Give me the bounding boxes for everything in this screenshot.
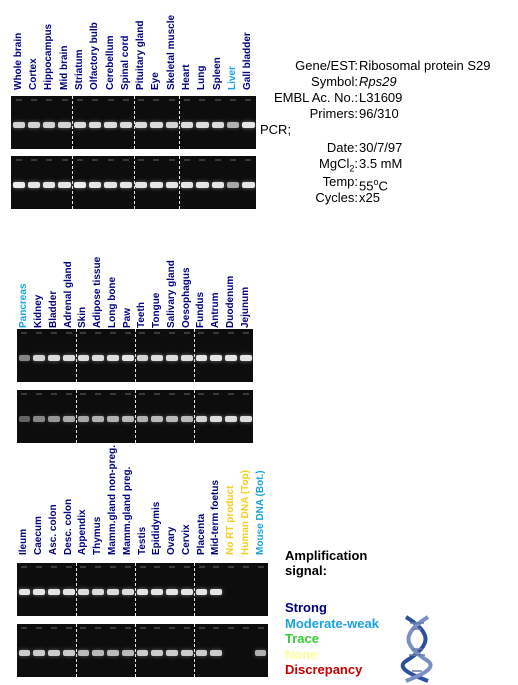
panel-3: [17, 445, 268, 675]
gel-well: [243, 627, 249, 629]
gel-well: [51, 627, 57, 629]
lane-label: Teeth: [136, 302, 148, 328]
lane-label: Thymus: [92, 516, 104, 555]
gel-band: [48, 650, 60, 656]
gene-info: [258, 58, 518, 208]
lane-divider: [135, 563, 136, 616]
lane-label: Cortex: [27, 58, 39, 90]
gel-band: [33, 355, 45, 361]
gel-well: [169, 566, 175, 568]
gel-well: [92, 159, 98, 161]
gel-band: [63, 355, 75, 361]
gene-key: Gene/EST:: [295, 58, 358, 73]
gel-band: [28, 122, 40, 128]
gel-well: [199, 566, 205, 568]
lane-label: Cerebellum: [104, 35, 116, 90]
amplification-legend: [285, 548, 379, 677]
lane-label: Skeletal muscle: [165, 14, 177, 90]
gel-well: [46, 159, 52, 161]
gel-band: [122, 589, 134, 595]
gel-well: [125, 393, 131, 395]
gel-well: [243, 393, 249, 395]
lane-label: Mamm.gland non-preg.: [106, 445, 118, 555]
gel-band: [196, 589, 208, 595]
gel-well: [51, 566, 57, 568]
lane-label: Spleen: [211, 57, 223, 90]
gel-well: [258, 566, 264, 568]
gel-well: [110, 332, 116, 334]
gel-band: [137, 416, 149, 422]
gel-well: [228, 566, 234, 568]
lane-label: Olfactory bulb: [89, 22, 101, 90]
gel-band: [78, 589, 90, 595]
gel-band: [33, 589, 45, 595]
gel-band: [196, 416, 208, 422]
pcr-label: PCR;: [260, 122, 292, 137]
gel-band: [120, 182, 132, 188]
gene-value: Ribosomal protein S29: [359, 58, 491, 73]
mgcl-value: 3.5 mM: [359, 156, 403, 171]
gel-well: [169, 159, 175, 161]
legend-item: Trace: [285, 631, 319, 646]
gel-band: [107, 589, 119, 595]
gel-well: [138, 99, 144, 101]
gel-band: [181, 355, 193, 361]
lane-divider: [135, 390, 136, 443]
lane-label: Appendix: [77, 509, 89, 555]
gel-band: [150, 122, 162, 128]
gel-well: [31, 159, 37, 161]
gel-well: [139, 332, 145, 334]
lane-label: Eye: [150, 72, 162, 90]
date-value: 30/7/97: [359, 140, 403, 155]
gel-well: [46, 99, 52, 101]
gel-band: [122, 650, 134, 656]
gel-band: [225, 355, 237, 361]
gel-well: [95, 627, 101, 629]
gel-well: [95, 393, 101, 395]
gel-band: [210, 416, 222, 422]
gel-well: [184, 566, 190, 568]
gel-well: [198, 332, 204, 334]
gel-well: [110, 393, 116, 395]
embl-key: EMBL Ac. No.:: [273, 90, 358, 105]
gel-band: [78, 650, 90, 656]
lane-label: Bladder: [47, 290, 59, 328]
gel-well: [140, 627, 146, 629]
lane-label: Epididymis: [151, 501, 163, 555]
legend-item: Discrepancy: [285, 662, 363, 677]
gel-well: [21, 332, 27, 334]
gel-band: [255, 650, 267, 656]
gel-well: [95, 566, 101, 568]
lane-label: Striatum: [73, 49, 85, 90]
gel-well: [169, 627, 175, 629]
mgcl-key: MgCl$_2$:: [319, 156, 358, 174]
gel-band: [43, 182, 55, 188]
gel-band: [212, 182, 224, 188]
gel-band: [78, 416, 90, 422]
gel-well: [123, 159, 129, 161]
lane-label: Caecum: [33, 516, 45, 555]
gel-band: [58, 122, 70, 128]
legend-item: Moderate-weak: [285, 615, 379, 631]
gel-well: [169, 332, 175, 334]
gel-band: [166, 416, 178, 422]
gel-band: [28, 182, 40, 188]
gel-well: [169, 99, 175, 101]
gel-well: [51, 332, 57, 334]
lane-label: Human DNA (Top): [239, 470, 251, 555]
gel-band: [137, 650, 149, 656]
gel-band: [212, 122, 224, 128]
lane-label: Hippocampus: [43, 23, 55, 90]
gel-well: [198, 393, 204, 395]
gel-band: [107, 650, 119, 656]
lane-label: Long bone: [106, 276, 118, 328]
gel-band: [48, 355, 60, 361]
gel-well: [80, 566, 86, 568]
gel-well: [184, 332, 190, 334]
gel-well: [77, 159, 83, 161]
lane-label: Liver: [227, 66, 239, 90]
gel-band: [227, 122, 239, 128]
gel-band: [166, 589, 178, 595]
gel-band: [92, 589, 104, 595]
gel-well: [138, 159, 144, 161]
lane-labels: [17, 250, 253, 328]
gel-band: [242, 122, 254, 128]
lane-label: Mamm.gland preg.: [121, 466, 133, 555]
gel-well: [213, 627, 219, 629]
gel-well: [62, 99, 68, 101]
gel-well: [258, 627, 264, 629]
legend-item: None: [285, 646, 318, 662]
panel-2: [17, 250, 253, 445]
gel-band: [92, 355, 104, 361]
gel-image-top: [11, 96, 256, 149]
lane-label: Fundus: [195, 291, 207, 328]
lane-divider: [72, 156, 73, 209]
lane-labels: [11, 0, 256, 90]
gel-well: [243, 332, 249, 334]
legend-items: [285, 600, 415, 680]
gel-well: [80, 332, 86, 334]
lane-label: Pancreas: [18, 283, 30, 328]
gel-band: [137, 355, 149, 361]
gel-image-bottom: [17, 390, 253, 443]
lane-divider: [194, 624, 195, 677]
gel-band: [58, 182, 70, 188]
gel-well: [31, 99, 37, 101]
lane-divider: [134, 156, 135, 209]
lane-label: Kidney: [33, 294, 45, 328]
primers-value: 96/310: [359, 106, 399, 121]
gel-band: [151, 650, 163, 656]
legend-title-line1: Amplification: [285, 548, 368, 563]
lane-label: Placenta: [195, 513, 207, 555]
gel-well: [153, 99, 159, 101]
gel-band: [63, 650, 75, 656]
gel-band: [210, 650, 222, 656]
gel-band: [19, 355, 31, 361]
gel-well: [228, 332, 234, 334]
gel-image-top: [17, 563, 268, 616]
lane-label: Lung: [196, 65, 208, 90]
gel-well: [245, 159, 251, 161]
gel-well: [184, 627, 190, 629]
gel-band: [137, 589, 149, 595]
gel-well: [108, 99, 114, 101]
lane-label: Mid-term foetus: [210, 480, 222, 555]
gel-well: [80, 393, 86, 395]
gel-band: [120, 122, 132, 128]
gel-band: [74, 182, 86, 188]
gel-well: [62, 159, 68, 161]
lane-divider: [76, 563, 77, 616]
panel-1: [11, 0, 256, 212]
lane-label: Ovary: [166, 526, 178, 555]
lane-label: Adrenal gland: [62, 261, 74, 328]
lane-label: Skin: [77, 306, 89, 328]
gel-band: [240, 355, 252, 361]
lane-divider: [76, 624, 77, 677]
gel-band: [63, 416, 75, 422]
gel-image-bottom: [17, 624, 268, 677]
lane-label: Spinal cord: [119, 35, 131, 90]
gel-well: [215, 159, 221, 161]
cycles-key: Cycles:: [315, 190, 358, 205]
gel-well: [184, 99, 190, 101]
symbol-key: Symbol:: [311, 74, 358, 89]
lane-divider: [135, 624, 136, 677]
gel-well: [154, 393, 160, 395]
gel-well: [16, 99, 22, 101]
gel-band: [181, 416, 193, 422]
gel-well: [125, 627, 131, 629]
lane-divider: [194, 563, 195, 616]
gel-well: [215, 99, 221, 101]
lane-label: Salivary gland: [165, 260, 177, 328]
gel-well: [125, 332, 131, 334]
gel-band: [240, 416, 252, 422]
gel-well: [36, 627, 42, 629]
gel-well: [184, 393, 190, 395]
gel-band: [242, 182, 254, 188]
gel-band: [166, 122, 178, 128]
lane-label: Paw: [121, 307, 133, 328]
gel-image-top: [17, 329, 253, 382]
gel-well: [95, 332, 101, 334]
lane-label: Tongue: [151, 292, 163, 328]
lane-label: Mouse DNA (Bot.): [254, 470, 266, 555]
lane-label: Gall bladder: [242, 32, 254, 90]
lane-label: Cervix: [180, 524, 192, 555]
lane-label: Ileum: [18, 528, 30, 555]
lane-label: Mid brain: [58, 45, 70, 90]
gel-band: [63, 589, 75, 595]
gel-well: [123, 99, 129, 101]
date-key: Date:: [326, 140, 358, 155]
gel-well: [36, 332, 42, 334]
lane-divider: [179, 96, 180, 149]
gel-band: [78, 355, 90, 361]
gel-well: [21, 566, 27, 568]
lane-label: Pituitary gland: [135, 20, 147, 90]
gel-band: [150, 182, 162, 188]
gel-well: [66, 566, 72, 568]
lane-labels: [17, 445, 268, 555]
lane-label: Oesophagus: [180, 267, 192, 328]
gel-well: [199, 99, 205, 101]
gel-well: [184, 159, 190, 161]
gel-well: [228, 627, 234, 629]
gel-band: [33, 416, 45, 422]
gel-band: [48, 589, 60, 595]
gel-band: [181, 650, 193, 656]
embl-value: L31609: [359, 90, 403, 105]
gel-well: [199, 159, 205, 161]
gel-band: [92, 650, 104, 656]
gel-image-bottom: [11, 156, 256, 209]
gel-well: [21, 393, 27, 395]
gel-band: [48, 416, 60, 422]
gel-band: [13, 122, 25, 128]
gel-band: [196, 122, 208, 128]
lane-label: No RT product: [225, 485, 237, 555]
lane-label: Heart: [181, 64, 193, 90]
gel-well: [21, 627, 27, 629]
lane-label: Whole brain: [12, 32, 24, 90]
gel-well: [139, 393, 145, 395]
gel-band: [181, 589, 193, 595]
gel-band: [89, 182, 101, 188]
gel-band: [135, 182, 147, 188]
gel-well: [169, 393, 175, 395]
lane-divider: [194, 329, 195, 382]
gel-band: [210, 589, 222, 595]
gel-band: [166, 650, 178, 656]
gel-well: [36, 393, 42, 395]
lane-divider: [135, 329, 136, 382]
gel-well: [80, 627, 86, 629]
legend-title-line2: signal:: [285, 563, 327, 578]
gel-band: [151, 416, 163, 422]
gel-well: [243, 566, 249, 568]
temp-key: Temp:: [322, 174, 358, 189]
gel-well: [110, 566, 116, 568]
gel-well: [66, 332, 72, 334]
gel-well: [213, 332, 219, 334]
gel-band: [33, 650, 45, 656]
gel-well: [66, 393, 72, 395]
lane-label: Duodenum: [224, 275, 236, 328]
gel-well: [230, 99, 236, 101]
gel-band: [107, 355, 119, 361]
gel-band: [210, 355, 222, 361]
gel-band: [122, 416, 134, 422]
gel-band: [74, 122, 86, 128]
gel-well: [66, 627, 72, 629]
lane-divider: [194, 390, 195, 443]
gel-well: [125, 566, 131, 568]
gel-band: [135, 122, 147, 128]
lane-label: Antrum: [210, 292, 222, 328]
gel-well: [51, 393, 57, 395]
lane-label: Jejunum: [239, 286, 251, 328]
gel-well: [108, 159, 114, 161]
lane-label: Testis: [136, 526, 148, 555]
gel-band: [196, 182, 208, 188]
gel-band: [151, 589, 163, 595]
legend-item: Strong: [285, 600, 327, 615]
gel-band: [89, 122, 101, 128]
gel-well: [154, 332, 160, 334]
gel-band: [181, 122, 193, 128]
gel-well: [213, 566, 219, 568]
gel-band: [92, 416, 104, 422]
gel-band: [122, 355, 134, 361]
lane-divider: [179, 156, 180, 209]
gel-band: [225, 416, 237, 422]
lane-divider: [76, 329, 77, 382]
gel-well: [199, 627, 205, 629]
gel-band: [166, 182, 178, 188]
dna-helix-icon: [398, 615, 436, 683]
gel-band: [107, 416, 119, 422]
lane-divider: [76, 390, 77, 443]
gel-band: [181, 182, 193, 188]
temp-value: 55$^o$C: [359, 177, 388, 194]
gel-band: [19, 416, 31, 422]
gel-well: [245, 99, 251, 101]
gel-well: [153, 159, 159, 161]
gel-band: [151, 355, 163, 361]
gel-well: [36, 566, 42, 568]
lane-label: Asc. colon: [47, 504, 59, 555]
lane-label: Desc. colon: [62, 498, 74, 555]
gel-well: [16, 159, 22, 161]
gel-band: [166, 355, 178, 361]
gel-band: [196, 355, 208, 361]
gel-well: [140, 566, 146, 568]
gel-band: [196, 650, 208, 656]
gel-well: [92, 99, 98, 101]
primers-key: Primers:: [309, 106, 358, 121]
gel-band: [104, 182, 116, 188]
gel-well: [213, 393, 219, 395]
lane-divider: [134, 96, 135, 149]
gel-band: [19, 650, 31, 656]
gel-well: [77, 99, 83, 101]
gel-band: [227, 182, 239, 188]
gel-band: [19, 589, 31, 595]
lane-divider: [72, 96, 73, 149]
gel-well: [230, 159, 236, 161]
lane-label: Adipose tissue: [92, 256, 104, 328]
symbol-value: Rps29: [359, 74, 397, 89]
cycles-value: x25: [359, 190, 380, 205]
gel-well: [228, 393, 234, 395]
gel-band: [43, 122, 55, 128]
gel-well: [110, 627, 116, 629]
gel-band: [104, 122, 116, 128]
gel-well: [154, 627, 160, 629]
gel-well: [154, 566, 160, 568]
gel-band: [13, 182, 25, 188]
